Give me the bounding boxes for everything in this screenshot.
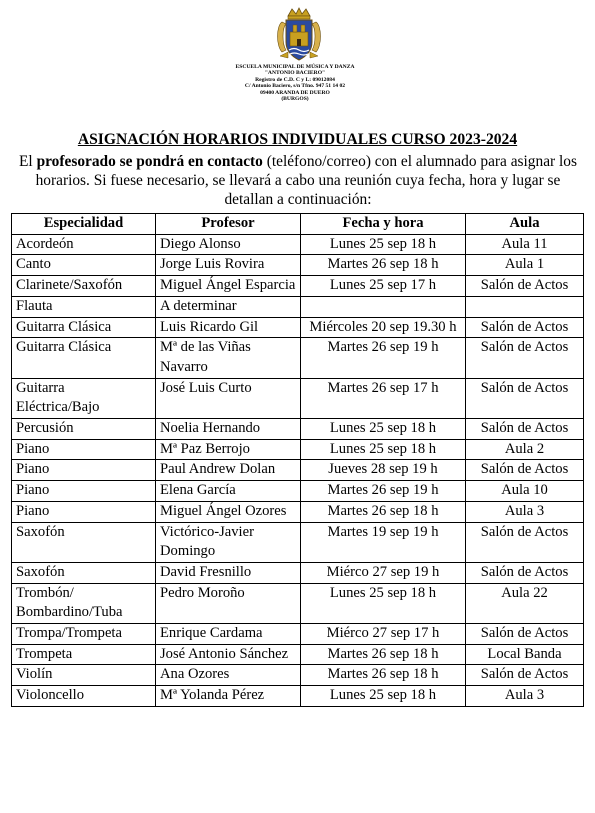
table-row <box>12 522 584 562</box>
table-row <box>12 296 584 317</box>
cell-profesor: Enrique Cardama <box>156 624 301 645</box>
cell-especialidad: Piano <box>12 501 156 522</box>
cell-especialidad: Guitarra Clásica <box>12 338 156 378</box>
cell-fecha-hora: Lunes 25 sep 18 h <box>301 234 466 255</box>
cell-especialidad: Guitarra Clásica <box>12 317 156 338</box>
schedule-table <box>11 213 584 707</box>
cell-aula: Local Banda <box>466 644 584 665</box>
table-row <box>12 501 584 522</box>
school-name: ESCUELA MUNICIPAL DE MÚSICA Y DANZA <box>235 64 355 70</box>
cell-especialidad: Violín <box>12 665 156 686</box>
school-street-phone: C/ Antonio Baciero, s/n Tfno. 947 51 14 02 <box>244 83 346 90</box>
cell-especialidad: Piano <box>12 481 156 502</box>
cell-especialidad: Clarinete/Saxofón <box>12 276 156 297</box>
cell-profesor: Victórico-Javier Domingo <box>156 522 301 562</box>
cell-aula: Aula 1 <box>466 255 584 276</box>
cell-fecha-hora: Martes 26 sep 18 h <box>301 644 466 665</box>
intro-text-start: El <box>19 153 37 170</box>
cell-profesor: Miguel Ángel Esparcia <box>156 276 301 297</box>
table-row <box>12 460 584 481</box>
cell-fecha-hora: Lunes 25 sep 18 h <box>301 686 466 707</box>
cell-especialidad: Trombón/ Bombardino/Tuba <box>12 583 156 623</box>
schedule-table-body <box>12 234 584 706</box>
table-row <box>12 234 584 255</box>
cell-profesor: José Antonio Sánchez <box>156 644 301 665</box>
cell-fecha-hora: Miérco 27 sep 17 h <box>301 624 466 645</box>
cell-fecha-hora: Jueves 28 sep 19 h <box>301 460 466 481</box>
cell-fecha-hora: Martes 26 sep 18 h <box>301 665 466 686</box>
cell-aula: Salón de Actos <box>466 460 584 481</box>
cell-especialidad: Guitarra Eléctrica/Bajo <box>12 378 156 418</box>
cell-fecha-hora: Lunes 25 sep 18 h <box>301 583 466 623</box>
cell-especialidad: Percusión <box>12 419 156 440</box>
intro-text-rest: (teléfono/correo) con el alumnado para asignar los horarios. Si fuese necesario, se llevará a cabo una reunión cuya fecha, hora y lugar se detallan a continuación: <box>35 153 577 208</box>
cell-profesor: Mª Paz Berrojo <box>156 439 301 460</box>
cell-aula: Aula 3 <box>466 686 584 707</box>
cell-especialidad: Saxofón <box>12 562 156 583</box>
cell-fecha-hora: Lunes 25 sep 18 h <box>301 439 466 460</box>
cell-fecha-hora: Lunes 25 sep 18 h <box>301 419 466 440</box>
cell-fecha-hora: Martes 26 sep 18 h <box>301 255 466 276</box>
header-profesor: Profesor <box>156 214 301 235</box>
coat-of-arms-logo <box>274 6 324 64</box>
cell-profesor: Luis Ricardo Gil <box>156 317 301 338</box>
cell-especialidad: Saxofón <box>12 522 156 562</box>
table-row <box>12 562 584 583</box>
cell-aula: Aula 22 <box>466 583 584 623</box>
cell-profesor: David Fresnillo <box>156 562 301 583</box>
table-row <box>12 317 584 338</box>
cell-fecha-hora: Martes 26 sep 19 h <box>301 338 466 378</box>
cell-aula: Aula 11 <box>466 234 584 255</box>
table-row <box>12 624 584 645</box>
cell-aula: Salón de Actos <box>466 276 584 297</box>
school-city: 09400 ARANDA DE DUERO <box>260 89 330 96</box>
school-subtitle: "ANTONIO BACIERO" <box>264 70 326 77</box>
cell-especialidad: Piano <box>12 460 156 481</box>
cell-especialidad: Acordeón <box>12 234 156 255</box>
cell-fecha-hora: Martes 26 sep 18 h <box>301 501 466 522</box>
cell-profesor: Noelia Hernando <box>156 419 301 440</box>
school-registry: Registro de C.D. C y L: 09012084 <box>255 76 335 83</box>
table-row <box>12 686 584 707</box>
cell-aula: Aula 3 <box>466 501 584 522</box>
cell-aula: Salón de Actos <box>466 378 584 418</box>
cell-profesor: A determinar <box>156 296 301 317</box>
cell-especialidad: Flauta <box>12 296 156 317</box>
cell-especialidad: Piano <box>12 439 156 460</box>
cell-profesor: José Luis Curto <box>156 378 301 418</box>
table-row <box>12 583 584 623</box>
cell-profesor: Jorge Luis Rovira <box>156 255 301 276</box>
cell-fecha-hora: Lunes 25 sep 17 h <box>301 276 466 297</box>
table-row <box>12 419 584 440</box>
page-title: ASIGNACIÓN HORARIOS INDIVIDUALES CURSO 2023-2024 <box>77 131 518 148</box>
cell-aula: Salón de Actos <box>466 665 584 686</box>
cell-especialidad: Violoncello <box>12 686 156 707</box>
cell-profesor: Ana Ozores <box>156 665 301 686</box>
table-row <box>12 439 584 460</box>
cell-profesor: Diego Alonso <box>156 234 301 255</box>
intro-paragraph <box>14 152 582 209</box>
table-row <box>12 644 584 665</box>
cell-fecha-hora <box>301 296 466 317</box>
cell-fecha-hora: Miércoles 20 sep 19.30 h <box>301 317 466 338</box>
cell-aula: Salón de Actos <box>466 419 584 440</box>
table-row <box>12 338 584 378</box>
school-province: (BURGOS) <box>281 96 309 103</box>
cell-profesor: Elena García <box>156 481 301 502</box>
intro-text-bold: profesorado se pondrá en contacto <box>36 153 263 170</box>
school-address-block <box>150 64 440 102</box>
table-header-row <box>12 214 584 235</box>
cell-aula: Salón de Actos <box>466 522 584 562</box>
header-especialidad: Especialidad <box>12 214 156 235</box>
cell-aula: Aula 2 <box>466 439 584 460</box>
cell-profesor: Mª de las Viñas Navarro <box>156 338 301 378</box>
header-fecha-hora: Fecha y hora <box>301 214 466 235</box>
table-row <box>12 255 584 276</box>
cell-fecha-hora: Martes 26 sep 17 h <box>301 378 466 418</box>
cell-profesor: Paul Andrew Dolan <box>156 460 301 481</box>
cell-especialidad: Canto <box>12 255 156 276</box>
table-row <box>12 276 584 297</box>
cell-especialidad: Trompeta <box>12 644 156 665</box>
cell-aula <box>466 296 584 317</box>
cell-profesor: Mª Yolanda Pérez <box>156 686 301 707</box>
cell-fecha-hora: Martes 19 sep 19 h <box>301 522 466 562</box>
cell-aula: Salón de Actos <box>466 562 584 583</box>
table-row <box>12 481 584 502</box>
table-row <box>12 665 584 686</box>
cell-profesor: Miguel Ángel Ozores <box>156 501 301 522</box>
header-aula: Aula <box>466 214 584 235</box>
cell-aula: Salón de Actos <box>466 338 584 378</box>
cell-profesor: Pedro Moroño <box>156 583 301 623</box>
cell-aula: Aula 10 <box>466 481 584 502</box>
cell-fecha-hora: Miérco 27 sep 19 h <box>301 562 466 583</box>
cell-fecha-hora: Martes 26 sep 19 h <box>301 481 466 502</box>
table-row <box>12 378 584 418</box>
cell-especialidad: Trompa/Trompeta <box>12 624 156 645</box>
cell-aula: Salón de Actos <box>466 317 584 338</box>
cell-aula: Salón de Actos <box>466 624 584 645</box>
